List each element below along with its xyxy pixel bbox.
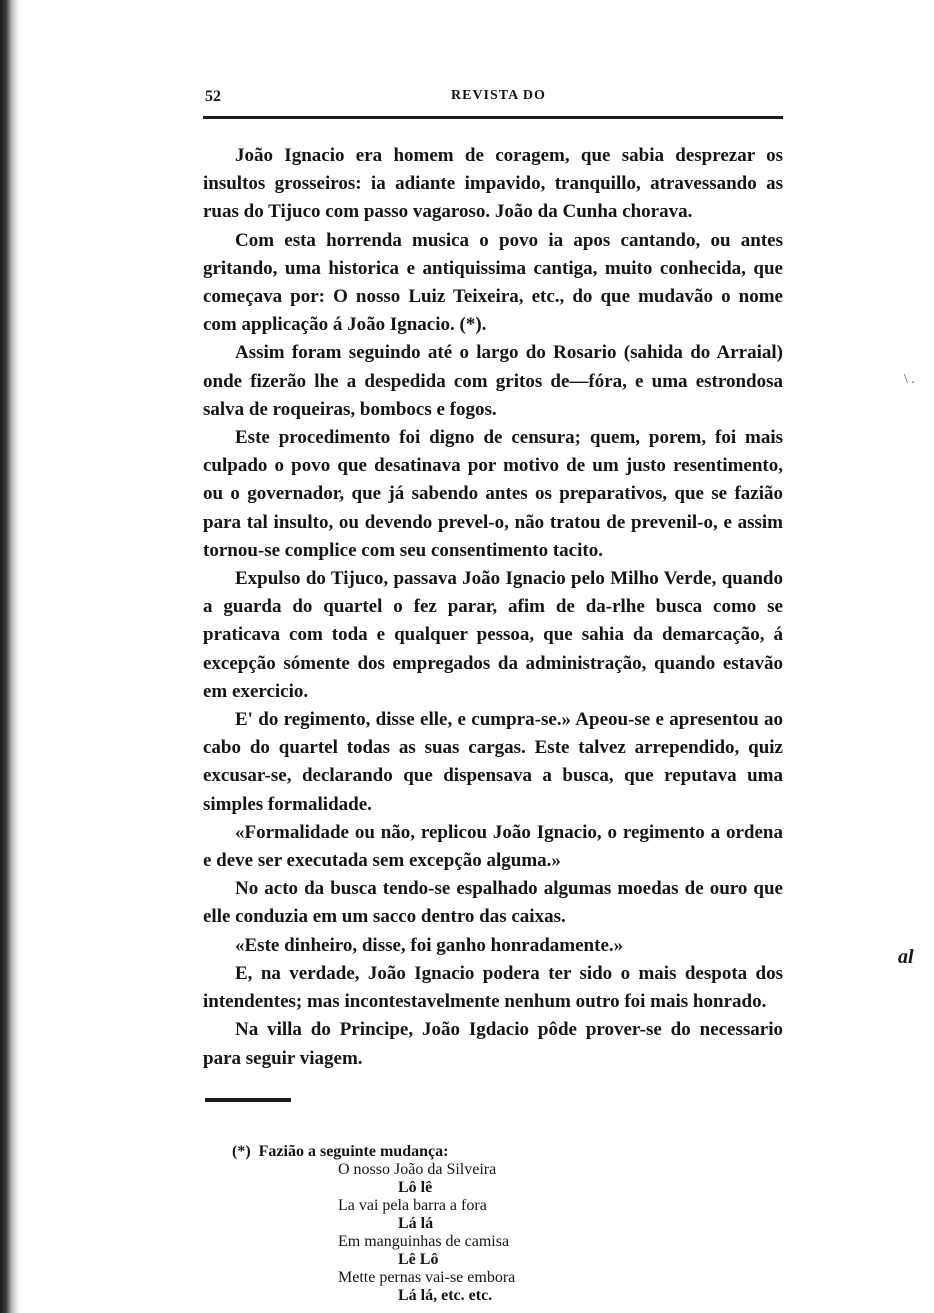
footnote-mark: (*) <box>232 1143 251 1160</box>
paragraph: Com esta horrenda musica o povo ia apos cantando, ou antes gritando, uma historica e antiquissima cantiga, muito conhecida, que começava por: O nosso Luiz Teixeira, etc., do que mudavão o nome com applicação á João Ignacio. (*). <box>203 229 783 336</box>
verse-refrain: Lô lê <box>398 1179 433 1196</box>
paragraph: E, na verdade, João Ignacio podera ter sido o mais despota dos intendentes; mas incontestavelmente nenhum outro foi mais honrado. <box>203 962 783 1013</box>
footnote-verse <box>232 1161 752 1305</box>
paragraph: No acto da busca tendo-se espalhado algumas moedas de ouro que elle conduzia em um sacco dentro das caixas. <box>203 878 783 928</box>
paragraph: Assim foram seguindo até o largo do Rosario (sahida do Arraial) onde fizerão lhe a despedida com gritos de—fóra, e uma estrondosa salva de roqueiras, bombocs e fogos. <box>203 342 783 420</box>
paragraph: Expulso do Tijuco, passava João Ignacio pelo Milho Verde, quando a guarda do quartel o fez parar, afim de da-rlhe busca como se praticava com toda e qualquer pessoa, que sahia da demarcação, á excepção sómente dos empregados da administração, quando estavão em exercicio. <box>203 568 783 702</box>
page-number: 52 <box>205 88 221 105</box>
verse-line: Em manguinhas de camisa <box>338 1233 510 1250</box>
page-header <box>205 88 785 110</box>
header-rule <box>203 116 783 119</box>
paragraph: «Este dinheiro, disse, foi ganho honradamente.» <box>235 934 624 956</box>
paragraph: Este procedimento foi digno de censura; quem, porem, foi mais culpado o povo que desatinava por motivo de um justo resentimento, ou o governador, que já sabendo antes os preparativos, que se fazião para tal insulto, ou devendo prevel-o, não tratou de prevenil-o, e assim tornou-se complice com seu consentimento tacito. <box>203 427 783 561</box>
footnote-intro-text: Fazião a seguinte mudança: <box>258 1143 449 1160</box>
paragraph: Na villa do Principe, João Igdacio pôde prover-se do necessario para seguir viagem. <box>203 1019 783 1069</box>
verse-line: La vai pela barra a fora <box>338 1197 487 1214</box>
footnote-intro <box>232 1143 752 1161</box>
margin-note: al <box>898 946 914 968</box>
verse-line: Mette pernas vai-se embora <box>338 1269 516 1286</box>
margin-speck: \ . <box>904 372 915 387</box>
verse-refrain: Lê Lô <box>398 1251 439 1268</box>
book-binding-shadow <box>0 0 22 1313</box>
footnote <box>232 1143 752 1305</box>
paragraph: João Ignacio era homem de coragem, que sabia desprezar os insultos grosseiros: ia adiante impavido, tranquillo, atravessando as ruas do Tijuco com passo vagaroso. João da Cunha chorava. <box>203 145 783 223</box>
verse-refrain: Lá lá <box>398 1215 434 1232</box>
verse-refrain: Lá lá, etc. etc. <box>398 1287 493 1304</box>
paragraph: E' do regimento, disse elle, e cumpra-se.» Apeou-se e apresentou ao cabo do quartel todas as suas cargas. Este talvez arrependido, quiz excusar-se, declarando que dispensava a busca, que reputava uma simples formalidade. <box>203 709 783 815</box>
running-title: REVISTA DO <box>451 88 546 103</box>
body-text <box>203 142 783 1073</box>
paragraph: «Formalidade ou não, replicou João Ignacio, o regimento a ordena e deve ser executada sem excepção alguma.» <box>203 821 783 872</box>
verse-line: O nosso João da Silveira <box>338 1161 497 1178</box>
footnote-rule <box>205 1098 291 1102</box>
